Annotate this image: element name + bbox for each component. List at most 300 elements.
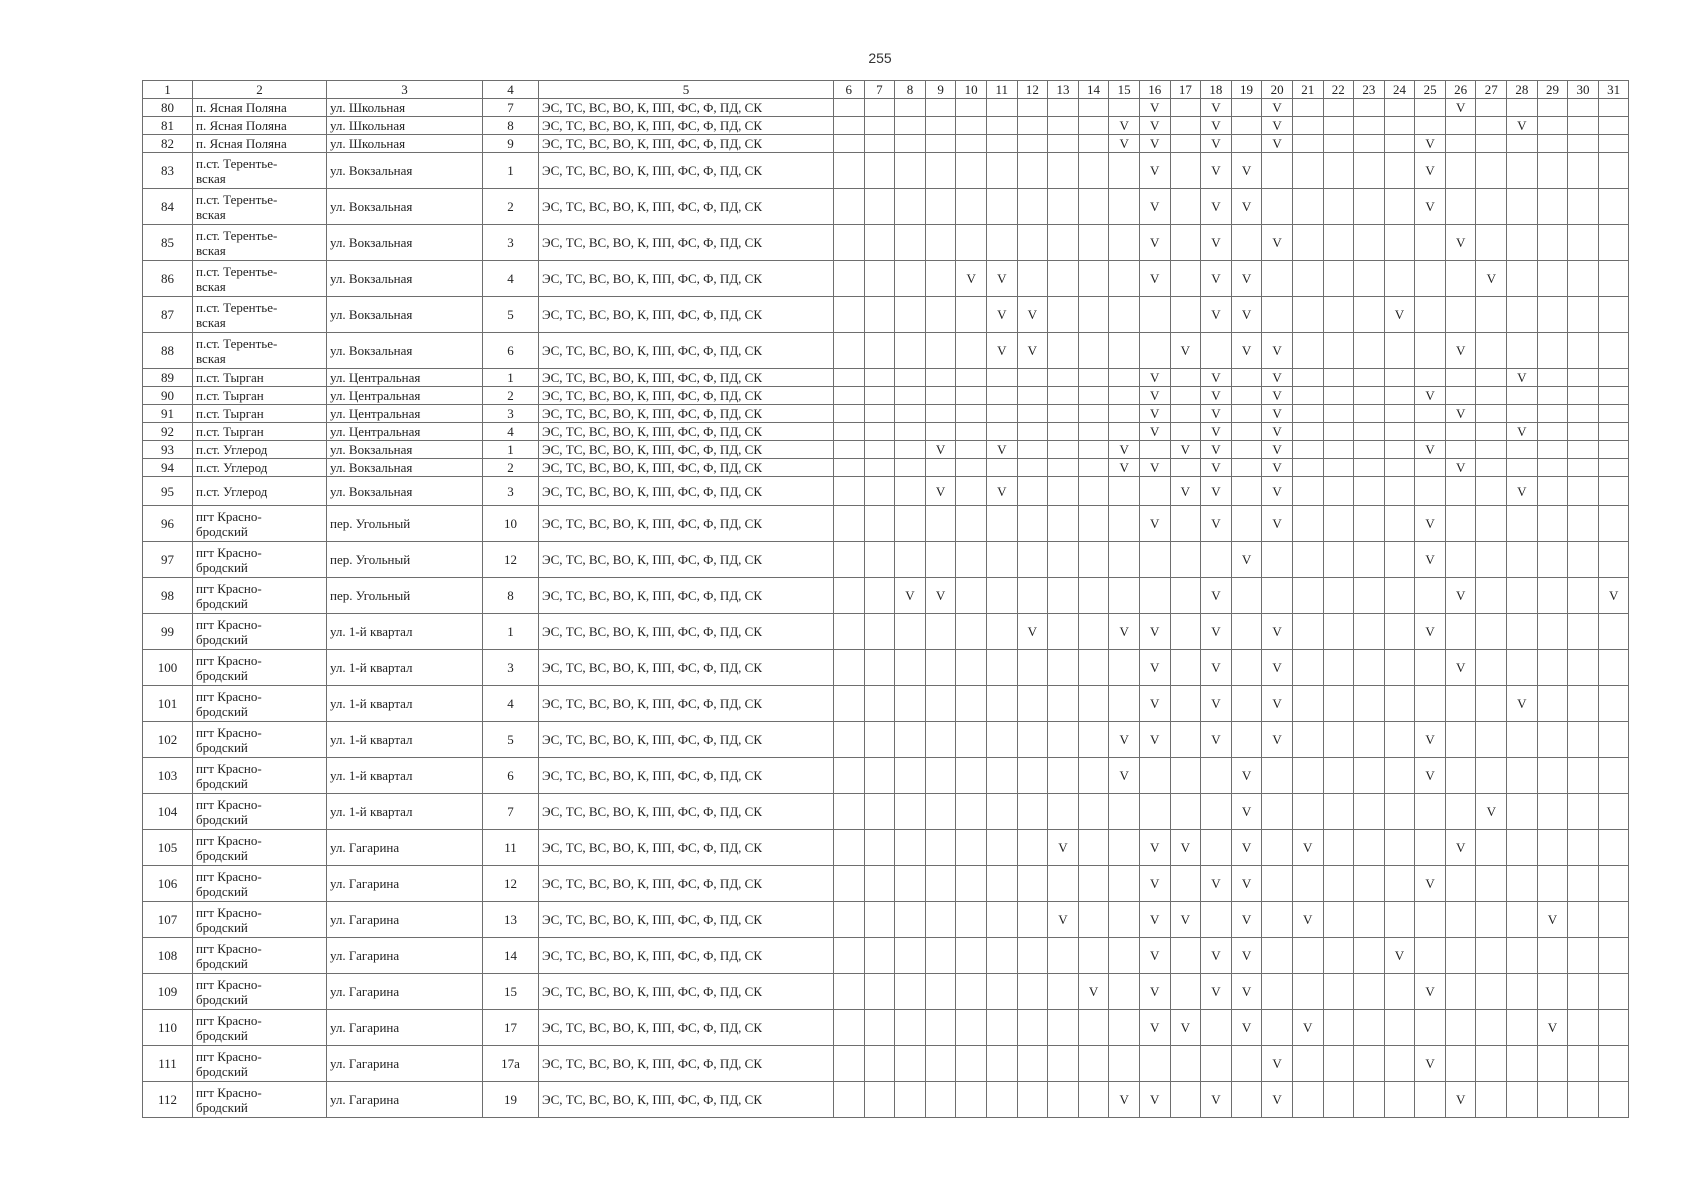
mark-cell-12 [1017,1010,1048,1046]
mark-cell-25 [1415,261,1446,297]
mark-cell-29 [1537,506,1568,542]
mark-cell-24 [1384,459,1415,477]
mark-cell-18: V [1201,578,1232,614]
mark-cell-26 [1445,866,1476,902]
mark-cell-26 [1445,117,1476,135]
mark-cell-28 [1507,902,1538,938]
mark-cell-24 [1384,1082,1415,1118]
mark-cell-20 [1262,297,1293,333]
mark-cell-14 [1078,1010,1109,1046]
mark-cell-23 [1354,902,1385,938]
mark-cell-14 [1078,117,1109,135]
settlement-cell: п.ст. Углерод [193,477,327,506]
mark-cell-25 [1415,225,1446,261]
mark-cell-22 [1323,542,1354,578]
row-number-cell: 84 [143,189,193,225]
mark-cell-12 [1017,686,1048,722]
mark-cell-23 [1354,153,1385,189]
mark-cell-16: V [1139,135,1170,153]
mark-cell-31 [1598,405,1629,423]
mark-cell-25: V [1415,866,1446,902]
mark-cell-24 [1384,722,1415,758]
settlement-cell: пгт Красно- бродский [193,974,327,1010]
mark-cell-10 [956,1046,987,1082]
mark-cell-30 [1568,974,1599,1010]
table-row [143,758,1629,794]
mark-cell-6 [834,794,865,830]
services-cell: ЭС, ТС, ВС, ВО, К, ПП, ФС, Ф, ПД, СК [539,1082,834,1118]
mark-cell-22 [1323,578,1354,614]
mark-cell-12 [1017,261,1048,297]
mark-cell-18: V [1201,614,1232,650]
mark-cell-20: V [1262,225,1293,261]
mark-cell-7 [864,369,895,387]
mark-cell-8 [895,225,926,261]
mark-cell-23 [1354,117,1385,135]
mark-cell-13 [1048,758,1079,794]
mark-cell-26 [1445,614,1476,650]
mark-cell-13 [1048,297,1079,333]
mark-cell-9 [925,506,956,542]
mark-cell-24 [1384,387,1415,405]
mark-cell-11 [986,542,1017,578]
house-number-cell: 6 [483,333,539,369]
mark-cell-29 [1537,297,1568,333]
mark-cell-9 [925,974,956,1010]
mark-cell-14 [1078,866,1109,902]
mark-cell-7 [864,938,895,974]
mark-cell-30 [1568,686,1599,722]
mark-cell-18: V [1201,974,1232,1010]
mark-cell-26: V [1445,405,1476,423]
mark-cell-30 [1568,722,1599,758]
mark-cell-28: V [1507,369,1538,387]
mark-cell-28 [1507,99,1538,117]
mark-cell-22 [1323,866,1354,902]
mark-cell-19: V [1231,297,1262,333]
mark-cell-13: V [1048,902,1079,938]
mark-cell-9 [925,758,956,794]
mark-cell-21 [1292,459,1323,477]
mark-cell-27 [1476,614,1507,650]
mark-cell-13 [1048,459,1079,477]
mark-cell-31 [1598,261,1629,297]
mark-cell-27: V [1476,794,1507,830]
house-number-cell: 6 [483,758,539,794]
mark-cell-29 [1537,866,1568,902]
mark-cell-23 [1354,99,1385,117]
mark-cell-7 [864,866,895,902]
mark-cell-24: V [1384,938,1415,974]
house-number-cell: 5 [483,297,539,333]
house-number-cell: 2 [483,459,539,477]
mark-cell-7 [864,477,895,506]
mark-cell-24 [1384,423,1415,441]
mark-cell-24 [1384,542,1415,578]
table-row [143,423,1629,441]
mark-cell-30 [1568,99,1599,117]
mark-cell-18 [1201,758,1232,794]
house-number-cell: 13 [483,902,539,938]
mark-cell-7 [864,1046,895,1082]
mark-cell-7 [864,423,895,441]
mark-cell-29 [1537,542,1568,578]
mark-cell-17 [1170,261,1201,297]
mark-cell-11 [986,974,1017,1010]
mark-cell-27 [1476,722,1507,758]
street-cell: ул. Вокзальная [327,441,483,459]
mark-cell-22 [1323,1082,1354,1118]
mark-cell-11 [986,135,1017,153]
house-number-cell: 4 [483,261,539,297]
house-number-cell: 1 [483,614,539,650]
mark-cell-7 [864,1010,895,1046]
mark-cell-9 [925,405,956,423]
mark-cell-13 [1048,686,1079,722]
mark-cell-6 [834,686,865,722]
mark-cell-23 [1354,135,1385,153]
column-header-24: 24 [1384,81,1415,99]
mark-cell-17 [1170,1082,1201,1118]
mark-cell-27 [1476,423,1507,441]
mark-cell-15 [1109,686,1140,722]
mark-cell-17 [1170,938,1201,974]
mark-cell-12 [1017,794,1048,830]
table-row [143,542,1629,578]
settlement-cell: п.ст. Терентье- вская [193,297,327,333]
mark-cell-12 [1017,830,1048,866]
mark-cell-21 [1292,794,1323,830]
mark-cell-31 [1598,794,1629,830]
mark-cell-27 [1476,938,1507,974]
table-row [143,441,1629,459]
house-number-cell: 11 [483,830,539,866]
mark-cell-24 [1384,866,1415,902]
mark-cell-30 [1568,1046,1599,1082]
mark-cell-17 [1170,189,1201,225]
mark-cell-27: V [1476,261,1507,297]
mark-cell-18: V [1201,225,1232,261]
mark-cell-29 [1537,650,1568,686]
mark-cell-16 [1139,441,1170,459]
house-number-cell: 1 [483,369,539,387]
mark-cell-27 [1476,369,1507,387]
mark-cell-10 [956,794,987,830]
mark-cell-6 [834,902,865,938]
mark-cell-18: V [1201,189,1232,225]
mark-cell-9: V [925,441,956,459]
mark-cell-8 [895,722,926,758]
mark-cell-6 [834,153,865,189]
mark-cell-13 [1048,542,1079,578]
mark-cell-11 [986,225,1017,261]
mark-cell-19 [1231,722,1262,758]
mark-cell-26 [1445,722,1476,758]
mark-cell-30 [1568,333,1599,369]
house-number-cell: 3 [483,405,539,423]
mark-cell-30 [1568,441,1599,459]
mark-cell-7 [864,225,895,261]
row-number-cell: 109 [143,974,193,1010]
mark-cell-10 [956,938,987,974]
mark-cell-29 [1537,441,1568,459]
mark-cell-22 [1323,387,1354,405]
mark-cell-7 [864,686,895,722]
mark-cell-20: V [1262,1046,1293,1082]
services-cell: ЭС, ТС, ВС, ВО, К, ПП, ФС, Ф, ПД, СК [539,902,834,938]
settlement-cell: пгт Красно- бродский [193,1046,327,1082]
mark-cell-20 [1262,261,1293,297]
mark-cell-25: V [1415,974,1446,1010]
mark-cell-10 [956,830,987,866]
mark-cell-30 [1568,153,1599,189]
mark-cell-20: V [1262,477,1293,506]
mark-cell-8 [895,830,926,866]
mark-cell-31 [1598,542,1629,578]
mark-cell-21 [1292,423,1323,441]
row-number-cell: 105 [143,830,193,866]
mark-cell-11 [986,830,1017,866]
mark-cell-10 [956,225,987,261]
mark-cell-10 [956,153,987,189]
mark-cell-10 [956,405,987,423]
mark-cell-30 [1568,830,1599,866]
mark-cell-27 [1476,297,1507,333]
mark-cell-26: V [1445,650,1476,686]
mark-cell-16: V [1139,866,1170,902]
mark-cell-22 [1323,135,1354,153]
mark-cell-28: V [1507,686,1538,722]
mark-cell-30 [1568,506,1599,542]
column-header-23: 23 [1354,81,1385,99]
mark-cell-12 [1017,650,1048,686]
mark-cell-19 [1231,99,1262,117]
mark-cell-29 [1537,225,1568,261]
house-number-cell: 4 [483,686,539,722]
street-cell: ул. Гагарина [327,866,483,902]
mark-cell-17 [1170,225,1201,261]
mark-cell-6 [834,1082,865,1118]
mark-cell-18 [1201,542,1232,578]
mark-cell-15 [1109,477,1140,506]
column-header-29: 29 [1537,81,1568,99]
mark-cell-13 [1048,1082,1079,1118]
mark-cell-15: V [1109,441,1140,459]
settlement-cell: п.ст. Терентье- вская [193,153,327,189]
mark-cell-27 [1476,153,1507,189]
settlement-cell: п.ст. Терентье- вская [193,225,327,261]
row-number-cell: 110 [143,1010,193,1046]
mark-cell-25: V [1415,722,1446,758]
mark-cell-29 [1537,459,1568,477]
mark-cell-11 [986,938,1017,974]
mark-cell-28 [1507,153,1538,189]
mark-cell-31 [1598,1010,1629,1046]
mark-cell-21 [1292,650,1323,686]
mark-cell-30 [1568,387,1599,405]
mark-cell-15: V [1109,758,1140,794]
mark-cell-7 [864,135,895,153]
mark-cell-13 [1048,261,1079,297]
mark-cell-27 [1476,758,1507,794]
mark-cell-24 [1384,830,1415,866]
mark-cell-20: V [1262,99,1293,117]
mark-cell-30 [1568,405,1599,423]
street-cell: ул. 1-й квартал [327,686,483,722]
mark-cell-15 [1109,405,1140,423]
column-header-3: 3 [327,81,483,99]
row-number-cell: 89 [143,369,193,387]
mark-cell-20 [1262,189,1293,225]
mark-cell-24: V [1384,297,1415,333]
table-row [143,99,1629,117]
mark-cell-22 [1323,189,1354,225]
mark-cell-21 [1292,117,1323,135]
mark-cell-29 [1537,405,1568,423]
house-number-cell: 12 [483,866,539,902]
mark-cell-23 [1354,686,1385,722]
mark-cell-7 [864,722,895,758]
mark-cell-26 [1445,794,1476,830]
mark-cell-10 [956,722,987,758]
mark-cell-10 [956,477,987,506]
mark-cell-9 [925,938,956,974]
mark-cell-25 [1415,794,1446,830]
services-cell: ЭС, ТС, ВС, ВО, К, ПП, ФС, Ф, ПД, СК [539,578,834,614]
mark-cell-18: V [1201,477,1232,506]
mark-cell-31 [1598,722,1629,758]
services-cell: ЭС, ТС, ВС, ВО, К, ПП, ФС, Ф, ПД, СК [539,614,834,650]
mark-cell-9 [925,866,956,902]
mark-cell-16: V [1139,153,1170,189]
mark-cell-8 [895,1046,926,1082]
mark-cell-16: V [1139,189,1170,225]
column-header-14: 14 [1078,81,1109,99]
services-cell: ЭС, ТС, ВС, ВО, К, ПП, ФС, Ф, ПД, СК [539,938,834,974]
mark-cell-12: V [1017,333,1048,369]
mark-cell-16: V [1139,650,1170,686]
mark-cell-20 [1262,974,1293,1010]
mark-cell-26 [1445,477,1476,506]
services-cell: ЭС, ТС, ВС, ВО, К, ПП, ФС, Ф, ПД, СК [539,441,834,459]
mark-cell-14 [1078,153,1109,189]
mark-cell-6 [834,1010,865,1046]
mark-cell-21 [1292,261,1323,297]
mark-cell-8 [895,297,926,333]
table-row [143,974,1629,1010]
mark-cell-21 [1292,477,1323,506]
mark-cell-22 [1323,722,1354,758]
mark-cell-27 [1476,866,1507,902]
mark-cell-9 [925,459,956,477]
mark-cell-21 [1292,866,1323,902]
mark-cell-25: V [1415,387,1446,405]
mark-cell-25 [1415,686,1446,722]
table-row [143,459,1629,477]
street-cell: ул. Вокзальная [327,333,483,369]
settlement-cell: пгт Красно- бродский [193,650,327,686]
mark-cell-13 [1048,441,1079,459]
row-number-cell: 96 [143,506,193,542]
mark-cell-28 [1507,189,1538,225]
mark-cell-25: V [1415,135,1446,153]
mark-cell-9 [925,830,956,866]
services-cell: ЭС, ТС, ВС, ВО, К, ПП, ФС, Ф, ПД, СК [539,423,834,441]
settlement-cell: п. Ясная Поляна [193,135,327,153]
mark-cell-30 [1568,135,1599,153]
mark-cell-31 [1598,830,1629,866]
mark-cell-27 [1476,830,1507,866]
settlement-cell: пгт Красно- бродский [193,614,327,650]
mark-cell-13 [1048,477,1079,506]
mark-cell-11 [986,1010,1017,1046]
mark-cell-28 [1507,722,1538,758]
mark-cell-13 [1048,1010,1079,1046]
mark-cell-11: V [986,333,1017,369]
street-cell: пер. Угольный [327,578,483,614]
settlement-cell: п.ст. Тырган [193,423,327,441]
mark-cell-13 [1048,866,1079,902]
table-header [143,81,1629,99]
mark-cell-19 [1231,117,1262,135]
services-cell: ЭС, ТС, ВС, ВО, К, ПП, ФС, Ф, ПД, СК [539,866,834,902]
mark-cell-11 [986,578,1017,614]
mark-cell-29 [1537,686,1568,722]
mark-cell-9 [925,225,956,261]
mark-cell-25 [1415,423,1446,441]
mark-cell-26 [1445,135,1476,153]
mark-cell-28 [1507,261,1538,297]
mark-cell-11 [986,902,1017,938]
mark-cell-27 [1476,650,1507,686]
mark-cell-16: V [1139,506,1170,542]
mark-cell-24 [1384,794,1415,830]
mark-cell-8: V [895,578,926,614]
column-header-19: 19 [1231,81,1262,99]
mark-cell-23 [1354,477,1385,506]
column-header-9: 9 [925,81,956,99]
table-body [143,99,1629,1118]
street-cell: ул. Центральная [327,369,483,387]
mark-cell-16: V [1139,686,1170,722]
mark-cell-10 [956,542,987,578]
row-number-cell: 83 [143,153,193,189]
mark-cell-26 [1445,542,1476,578]
services-cell: ЭС, ТС, ВС, ВО, К, ПП, ФС, Ф, ПД, СК [539,387,834,405]
street-cell: ул. Гагарина [327,1082,483,1118]
mark-cell-17 [1170,974,1201,1010]
mark-cell-8 [895,441,926,459]
house-number-cell: 2 [483,189,539,225]
mark-cell-19 [1231,1046,1262,1082]
services-cell: ЭС, ТС, ВС, ВО, К, ПП, ФС, Ф, ПД, СК [539,650,834,686]
table-row [143,387,1629,405]
mark-cell-25 [1415,459,1446,477]
mark-cell-31 [1598,758,1629,794]
mark-cell-16: V [1139,938,1170,974]
mark-cell-26 [1445,369,1476,387]
house-number-cell: 3 [483,225,539,261]
mark-cell-29 [1537,578,1568,614]
services-cell: ЭС, ТС, ВС, ВО, К, ПП, ФС, Ф, ПД, СК [539,405,834,423]
mark-cell-6 [834,225,865,261]
mark-cell-22 [1323,938,1354,974]
mark-cell-21: V [1292,1010,1323,1046]
mark-cell-6 [834,542,865,578]
mark-cell-15 [1109,974,1140,1010]
house-number-cell: 8 [483,578,539,614]
mark-cell-29 [1537,1082,1568,1118]
